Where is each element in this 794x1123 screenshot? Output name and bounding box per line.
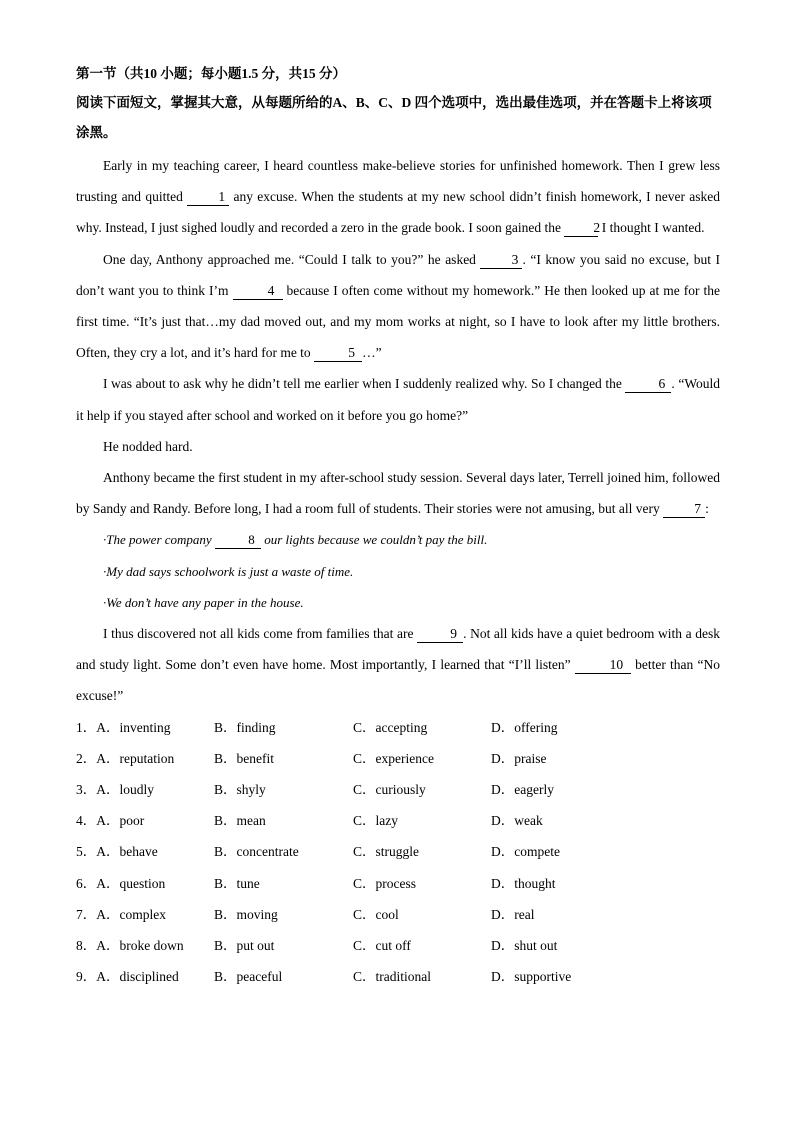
- option-a[interactable]: 3．A．loudly: [76, 782, 155, 798]
- option-a[interactable]: 4．A．poor: [76, 813, 145, 829]
- blank-6: 6: [625, 376, 671, 393]
- option-a[interactable]: 2．A．reputation: [76, 750, 175, 766]
- option-b[interactable]: B．shyly: [214, 782, 266, 798]
- option-a[interactable]: 8．A．broke down: [76, 938, 184, 954]
- option-b[interactable]: B．finding: [214, 719, 276, 735]
- option-a[interactable]: 9．A．disciplined: [76, 969, 179, 985]
- blank-8: 8: [215, 532, 261, 549]
- blank-9: 9: [417, 626, 463, 643]
- option-d[interactable]: D．real: [491, 906, 535, 922]
- options-row-2: [76, 743, 720, 774]
- options-row-7: [76, 899, 720, 930]
- option-b[interactable]: B．tune: [214, 875, 260, 891]
- example-line-1: ·The power company 8 our lights because we couldn’t pay the bill.: [103, 532, 488, 548]
- option-a[interactable]: 7．A．complex: [76, 906, 166, 922]
- blank-4: 4: [233, 283, 283, 300]
- option-c[interactable]: C．struggle: [353, 844, 419, 860]
- option-b[interactable]: B．peaceful: [214, 969, 283, 985]
- options-row-4: [76, 805, 720, 836]
- option-b[interactable]: B．moving: [214, 906, 278, 922]
- options-row-6: [76, 868, 720, 899]
- option-c[interactable]: C．process: [353, 875, 416, 891]
- example-line-2: ·My dad says schoolwork is just a waste of time.: [103, 563, 354, 579]
- blank-2: 2: [564, 220, 598, 237]
- passage-paragraph-6: I thus discovered not all kids come from families that are 9 . Not all kids have a quiet bedroom with a desk and study light. Some don’t even have home. Most importantly, I learned that “I’ll listen” 10 better than “No excuse!”: [76, 626, 720, 704]
- option-c[interactable]: C．cool: [353, 906, 399, 922]
- section-title: 第一节（共10 小题；每小题1.5 分，共15 分）: [76, 66, 346, 81]
- options-row-5: [76, 836, 720, 867]
- passage-paragraph-5: Anthony became the first student in my after-school study session. Several days later, Terrell joined him, followed by Sandy and Randy. Before long, I had a room full of students. Their stories were not amusing, but all very 7 :: [76, 470, 720, 517]
- option-d[interactable]: D．praise: [491, 750, 547, 766]
- option-d[interactable]: D．supportive: [491, 969, 572, 985]
- option-b[interactable]: B．mean: [214, 813, 266, 829]
- option-c[interactable]: C．experience: [353, 750, 434, 766]
- options-row-3: [76, 774, 720, 805]
- instructions: 阅读下面短文，掌握其大意，从每题所给的A、B、C、D 四个选项中，选出最佳选项，并在答题卡上将该项涂黑。: [76, 95, 712, 140]
- option-c[interactable]: C．cut off: [353, 938, 411, 954]
- example-line-3: ·We don’t have any paper in the house.: [103, 594, 304, 610]
- option-d[interactable]: D．compete: [491, 844, 560, 860]
- options-row-9: [76, 961, 720, 992]
- blank-3: 3: [480, 252, 522, 269]
- option-a[interactable]: 5．A．behave: [76, 844, 158, 860]
- blank-10: 10: [575, 657, 631, 674]
- options-list: [76, 712, 720, 993]
- blank-7: 7: [663, 501, 705, 518]
- option-c[interactable]: C．traditional: [353, 969, 431, 985]
- options-row-1: [76, 712, 720, 743]
- option-c[interactable]: C．curiously: [353, 782, 426, 798]
- option-d[interactable]: D．weak: [491, 813, 543, 829]
- option-b[interactable]: B．benefit: [214, 750, 274, 766]
- option-a[interactable]: 6．A．question: [76, 875, 166, 891]
- option-b[interactable]: B．concentrate: [214, 844, 299, 860]
- passage-paragraph-1: Early in my teaching career, I heard countless make-believe stories for unfinished homework. Then I grew less trusting and quitted 1 any excuse. When the students at my new school didn’t finish homework, I never asked why. Instead, I just sighed loudly and recorded a zero in the grade book. I soon gained the 2 I thought I wanted.: [76, 158, 721, 236]
- option-d[interactable]: D．shut out: [491, 938, 558, 954]
- blank-1: 1: [187, 189, 229, 206]
- option-c[interactable]: C．lazy: [353, 813, 398, 829]
- option-c[interactable]: C．accepting: [353, 719, 428, 735]
- blank-5: 5: [314, 345, 362, 362]
- passage-paragraph-2: One day, Anthony approached me. “Could I talk to you?” he asked 3 . “I know you said no excuse, but I don’t want you to think I’m 4 because I often come without my homework.” He then looked up at me for the first time. “It’s just that…my dad moved out, and my mom works at night, so I have to look after my little brothers. Often, they cry a lot, and it’s hard for me to 5 …”: [76, 251, 720, 361]
- exam-page: [76, 62, 720, 992]
- options-row-8: [76, 930, 720, 961]
- option-d[interactable]: D．thought: [491, 875, 556, 891]
- option-d[interactable]: D．eagerly: [491, 782, 554, 798]
- option-a[interactable]: 1．A．inventing: [76, 719, 171, 735]
- option-b[interactable]: B．put out: [214, 938, 275, 954]
- passage-paragraph-4: He nodded hard.: [103, 438, 193, 454]
- passage-paragraph-3: I was about to ask why he didn’t tell me earlier when I suddenly realized why. So I changed the 6 . “Would it help if you stayed after school and worked on it before you go home?”: [76, 376, 720, 423]
- option-d[interactable]: D．offering: [491, 719, 558, 735]
